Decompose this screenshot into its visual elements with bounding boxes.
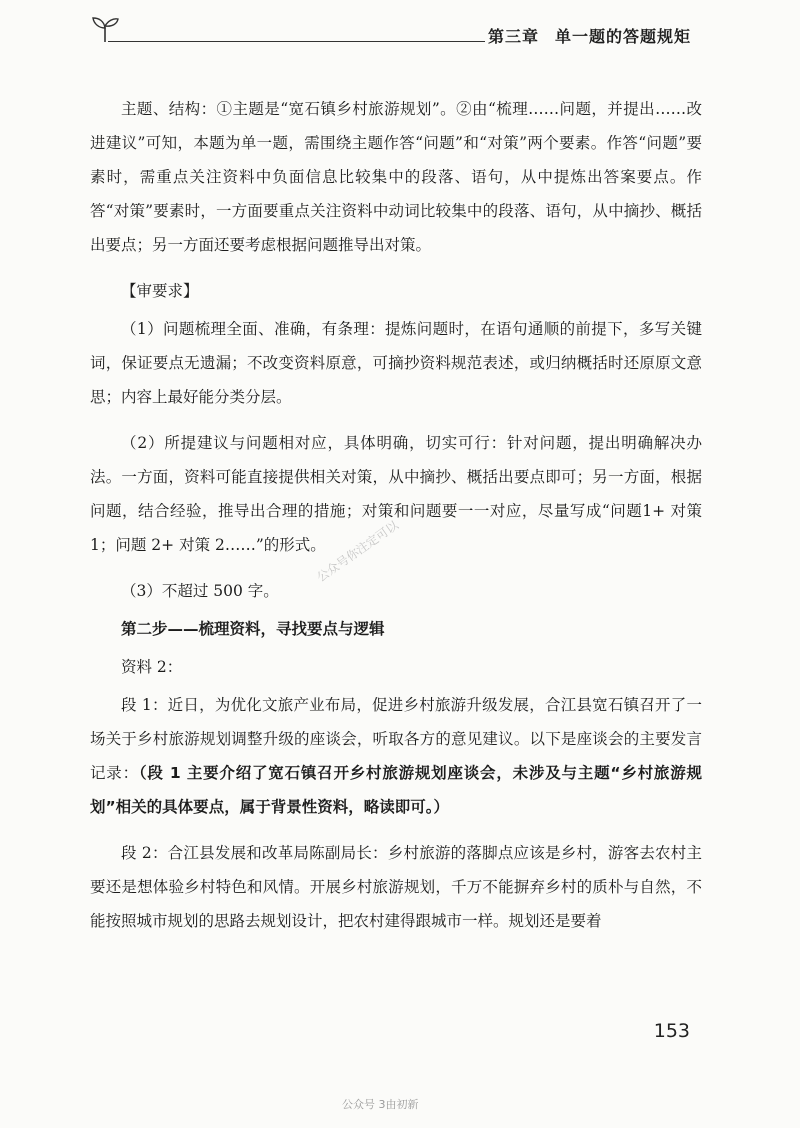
footer-mark: 公众号 3由初新 bbox=[342, 1098, 419, 1111]
segment-2: 段 2：合江县发展和改革局陈副局长：乡村旅游的落脚点应该是乡村，游客去农村主要还是想体验乡村特色和风情。开展乡村旅游规划，千万不能摒弃乡村的质朴与自然，不能按照城市规划的思路去规划设计，把农村建得跟城市一样。规划还是要着 bbox=[90, 844, 702, 930]
page-number: 153 bbox=[653, 1020, 690, 1042]
material-label: 资料 2： bbox=[121, 658, 183, 676]
requirement-3: （3）不超过 500 字。 bbox=[121, 582, 279, 600]
segment-1-note: （段 1 主要介绍了宽石镇召开乡村旅游规划座谈会，未涉及与主题“乡村旅游规划”相关的具体要点，属于背景性资料，略读即可。） bbox=[90, 764, 702, 816]
page-body bbox=[90, 92, 702, 950]
running-header bbox=[488, 24, 738, 47]
segment-1-text: 段 1：近日，为优化文旅产业布局，促进乡村旅游升级发展，合江县宽石镇召开了一场关于乡村旅游规划调整升级的座谈会，听取各方的意见建议。以下是座谈会的主要发言记录： bbox=[90, 696, 702, 782]
header-rule bbox=[108, 41, 485, 42]
review-requirements-heading: 【审要求】 bbox=[121, 282, 199, 300]
chapter-number: 第三章 bbox=[488, 27, 540, 46]
intro-paragraph: 主题、结构：①主题是“宽石镇乡村旅游规划”。②由“梳理……问题，并提出……改进建议”可知，本题为单一题，需围绕主题作答“问题”和“对策”两个要素。作答“问题”要素时，需重点关注资料中负面信息比较集中的段落、语句，从中提炼出答案要点。作答“对策”要素时，一方面要重点关注资料中动词比较集中的段落、语句，从中摘抄、概括出要点；另一方面还要考虑根据问题推导出对策。 bbox=[90, 100, 702, 254]
step-2-heading: 第二步——梳理资料，寻找要点与逻辑 bbox=[121, 620, 385, 638]
segment-1 bbox=[90, 688, 702, 824]
requirement-2: （2）所提建议与问题相对应，具体明确，切实可行：针对问题，提出明确解决办法。一方面，资料可能直接提供相关对策，从中摘抄、概括出要点即可；另一方面，根据问题，结合经验，推导出合理的措施；对策和问题要一一对应，尽量写成“问题1+ 对策 1；问题 2+ 对策 2……”的形式。 bbox=[90, 434, 702, 554]
watermark: 公众号你注定可以 bbox=[314, 518, 401, 585]
requirement-1: （1）问题梳理全面、准确，有条理：提炼问题时，在语句通顺的前提下，多写关键词，保证要点无遗漏；不改变资料原意，可摘抄资料规范表述，或归纳概括时还原原文意思；内容上最好能分类分层。 bbox=[90, 320, 702, 406]
chapter-title: 单一题的答题规矩 bbox=[555, 27, 692, 46]
